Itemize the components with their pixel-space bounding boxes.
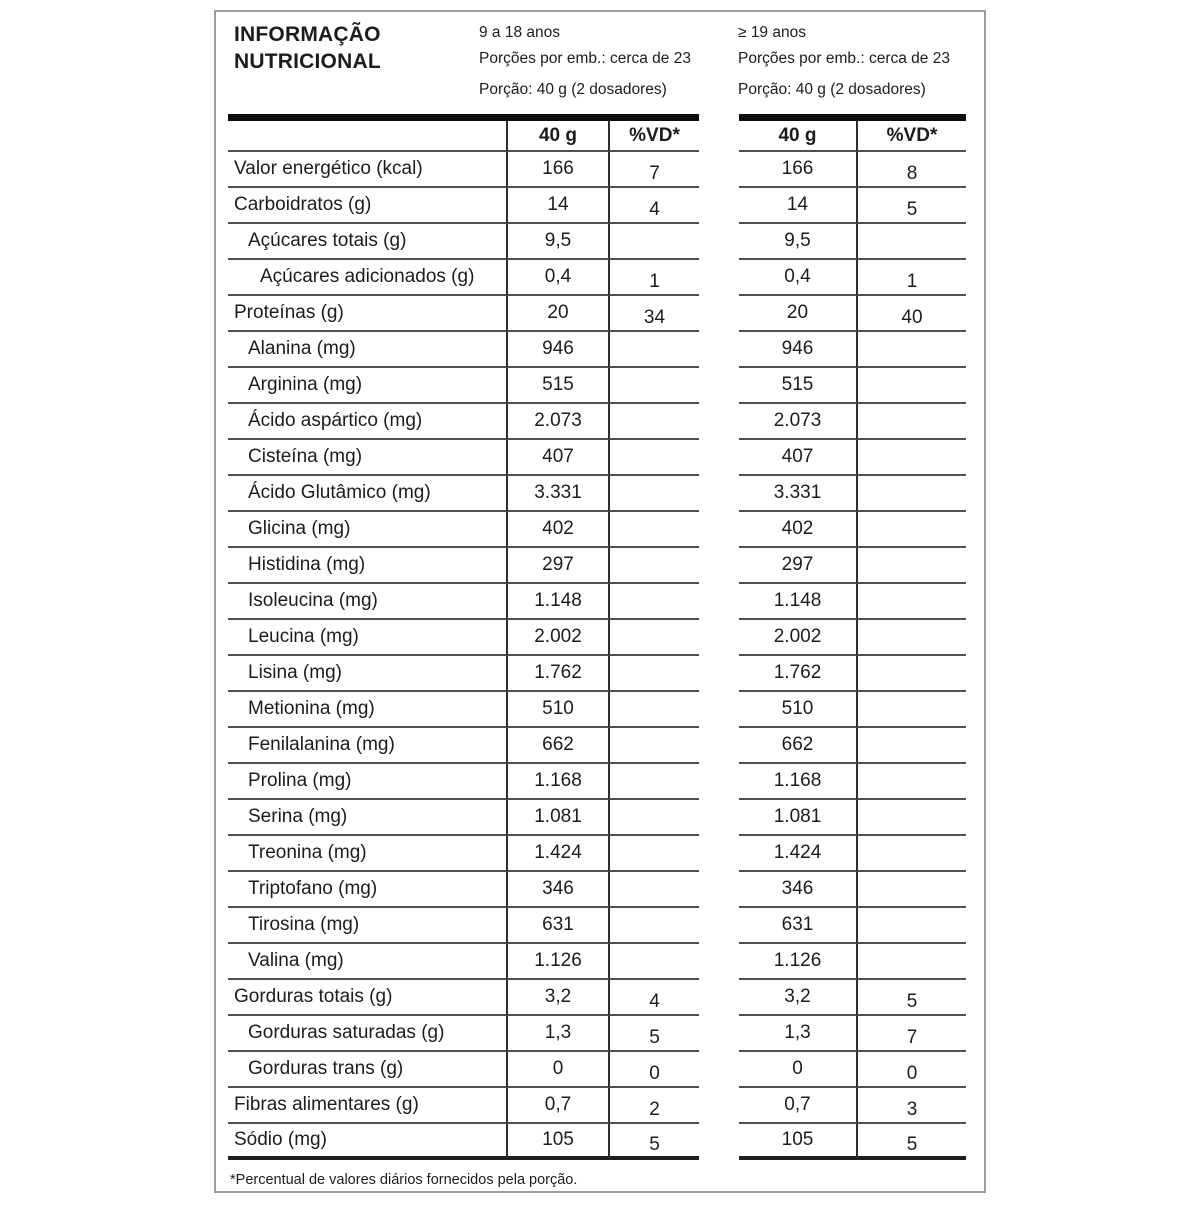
- dv-value-9-18: 5: [608, 1016, 699, 1052]
- dv-value-9-18: 5: [608, 1124, 699, 1160]
- age-range-19plus: ≥ 19 anos: [738, 24, 806, 41]
- dv-value-9-18: [608, 584, 699, 620]
- table-row: [228, 908, 966, 944]
- amount-value-19plus: 407: [739, 440, 856, 476]
- amount-value-9-18: 20: [506, 296, 608, 332]
- label-header: [216, 12, 984, 114]
- nutrient-label: Gorduras trans (g): [228, 1052, 506, 1088]
- table-row: [228, 1052, 966, 1088]
- dv-value-19plus: [856, 872, 966, 908]
- nutrient-label: Ácido Glutâmico (mg): [228, 476, 506, 512]
- column-gap: [699, 872, 739, 908]
- table-row: [228, 260, 966, 296]
- amount-value-19plus: 20: [739, 296, 856, 332]
- dv-value-19plus: [856, 368, 966, 404]
- nutrient-label: Histidina (mg): [228, 548, 506, 584]
- amount-value-19plus: 14: [739, 188, 856, 224]
- column-gap: [699, 584, 739, 620]
- nutrient-label: Triptofano (mg): [228, 872, 506, 908]
- dv-value-19plus: 8: [856, 152, 966, 188]
- nutrient-label: Alanina (mg): [228, 332, 506, 368]
- nutrition-table: [228, 114, 966, 1160]
- dv-value-19plus: [856, 620, 966, 656]
- amount-value-19plus: 0,4: [739, 260, 856, 296]
- column-gap: [699, 548, 739, 584]
- amount-value-19plus: 1.168: [739, 764, 856, 800]
- column-gap: [699, 440, 739, 476]
- amount-value-9-18: 946: [506, 332, 608, 368]
- table-body: [228, 152, 966, 1160]
- dv-value-19plus: [856, 728, 966, 764]
- column-gap: [699, 944, 739, 980]
- nutrient-label: Metionina (mg): [228, 692, 506, 728]
- dv-value-19plus: [856, 584, 966, 620]
- top-bar-left: [228, 114, 699, 121]
- table-row: [228, 728, 966, 764]
- amount-value-9-18: 402: [506, 512, 608, 548]
- amount-value-19plus: 0: [739, 1052, 856, 1088]
- table-row: [228, 188, 966, 224]
- dv-value-9-18: [608, 368, 699, 404]
- dv-value-19plus: 5: [856, 980, 966, 1016]
- nutrient-label: Tirosina (mg): [228, 908, 506, 944]
- amount-value-19plus: 2.073: [739, 404, 856, 440]
- amount-value-9-18: 1.168: [506, 764, 608, 800]
- column-gap: [699, 692, 739, 728]
- dv-value-19plus: [856, 908, 966, 944]
- table-row: [228, 1124, 966, 1160]
- dv-value-19plus: 7: [856, 1016, 966, 1052]
- nutrient-label: Treonina (mg): [228, 836, 506, 872]
- column-gap: [699, 728, 739, 764]
- nutrient-label: Açúcares totais (g): [228, 224, 506, 260]
- label-title-line2: NUTRICIONAL: [234, 49, 381, 73]
- dv-value-19plus: [856, 404, 966, 440]
- nutrient-label: Valor energético (kcal): [228, 152, 506, 188]
- nutrient-label: Fibras alimentares (g): [228, 1088, 506, 1124]
- amount-value-9-18: 1,3: [506, 1016, 608, 1052]
- amount-value-9-18: 510: [506, 692, 608, 728]
- nutrient-label: Ácido aspártico (mg): [228, 404, 506, 440]
- amount-value-9-18: 297: [506, 548, 608, 584]
- table-row: [228, 368, 966, 404]
- nutrient-label: Isoleucina (mg): [228, 584, 506, 620]
- label-title: [234, 22, 381, 76]
- dv-value-9-18: [608, 800, 699, 836]
- nutrient-label: Gorduras totais (g): [228, 980, 506, 1016]
- amount-value-19plus: 3.331: [739, 476, 856, 512]
- amount-value-19plus: 631: [739, 908, 856, 944]
- dv-value-9-18: [608, 512, 699, 548]
- amount-value-19plus: 1.762: [739, 656, 856, 692]
- dv-value-9-18: [608, 908, 699, 944]
- table-top-bar-row: [228, 114, 966, 121]
- dv-value-9-18: 7: [608, 152, 699, 188]
- column-gap: [699, 908, 739, 944]
- amount-value-19plus: 1,3: [739, 1016, 856, 1052]
- dv-value-9-18: 34: [608, 296, 699, 332]
- column-gap: [699, 404, 739, 440]
- table-row: [228, 944, 966, 980]
- amount-value-9-18: 407: [506, 440, 608, 476]
- table-row: [228, 764, 966, 800]
- table-row: [228, 476, 966, 512]
- table-row: [228, 836, 966, 872]
- amount-value-19plus: 1.081: [739, 800, 856, 836]
- nutrient-label: Lisina (mg): [228, 656, 506, 692]
- amount-value-9-18: 2.002: [506, 620, 608, 656]
- servings-19plus: Porções por emb.: cerca de 23: [738, 49, 950, 67]
- nutrient-label: Gorduras saturadas (g): [228, 1016, 506, 1052]
- nutrient-label: Valina (mg): [228, 944, 506, 980]
- nutrient-label: Cisteína (mg): [228, 440, 506, 476]
- amount-value-19plus: 105: [739, 1124, 856, 1160]
- dv-value-19plus: [856, 224, 966, 260]
- amount-value-9-18: 631: [506, 908, 608, 944]
- column-gap: [699, 1016, 739, 1052]
- column-gap: [699, 296, 739, 332]
- table-row: [228, 620, 966, 656]
- dv-value-9-18: [608, 440, 699, 476]
- column-gap: [699, 368, 739, 404]
- dv-value-9-18: 1: [608, 260, 699, 296]
- column-gap: [699, 121, 739, 152]
- table-row: [228, 404, 966, 440]
- servings-9-18: Porções por emb.: cerca de 23: [479, 49, 691, 67]
- amount-value-19plus: 1.126: [739, 944, 856, 980]
- age-group-19plus: [738, 25, 950, 98]
- table-row: [228, 800, 966, 836]
- dv-value-19plus: 5: [856, 1124, 966, 1160]
- amount-value-9-18: 3.331: [506, 476, 608, 512]
- dv-value-19plus: [856, 692, 966, 728]
- dv-value-9-18: [608, 692, 699, 728]
- amount-value-19plus: 510: [739, 692, 856, 728]
- dv-value-19plus: 0: [856, 1052, 966, 1088]
- dv-value-19plus: [856, 836, 966, 872]
- amount-value-9-18: 0: [506, 1052, 608, 1088]
- nutrient-label: Proteínas (g): [228, 296, 506, 332]
- dv-value-19plus: [856, 512, 966, 548]
- amount-value-9-18: 0,4: [506, 260, 608, 296]
- column-header-row: [228, 121, 966, 152]
- age-range-9-18: 9 a 18 anos: [479, 24, 561, 41]
- dv-value-19plus: 5: [856, 188, 966, 224]
- dv-value-19plus: 1: [856, 260, 966, 296]
- nutrient-label: Açúcares adicionados (g): [228, 260, 506, 296]
- nutrient-label: Fenilalanina (mg): [228, 728, 506, 764]
- column-gap: [699, 476, 739, 512]
- dv-value-9-18: [608, 224, 699, 260]
- dv-value-9-18: [608, 332, 699, 368]
- nutrient-label: Glicina (mg): [228, 512, 506, 548]
- dv-value-19plus: [856, 944, 966, 980]
- table-row: [228, 152, 966, 188]
- top-bar-right: [739, 114, 966, 121]
- dv-value-9-18: [608, 944, 699, 980]
- amount-value-19plus: 166: [739, 152, 856, 188]
- amount-value-9-18: 166: [506, 152, 608, 188]
- nutrient-label: Leucina (mg): [228, 620, 506, 656]
- amount-value-9-18: 2.073: [506, 404, 608, 440]
- dv-value-19plus: [856, 476, 966, 512]
- table-row: [228, 548, 966, 584]
- dv-value-9-18: 2: [608, 1088, 699, 1124]
- amount-value-19plus: 2.002: [739, 620, 856, 656]
- column-gap: [699, 620, 739, 656]
- column-gap: [699, 836, 739, 872]
- nutrient-label: Sódio (mg): [228, 1124, 506, 1160]
- amount-value-9-18: 3,2: [506, 980, 608, 1016]
- column-gap: [699, 1088, 739, 1124]
- table-row: [228, 584, 966, 620]
- dv-value-9-18: [608, 476, 699, 512]
- amount-header-19plus: 40 g: [739, 121, 856, 152]
- nutrient-label: Arginina (mg): [228, 368, 506, 404]
- amount-value-19plus: 297: [739, 548, 856, 584]
- dv-value-9-18: 4: [608, 188, 699, 224]
- column-gap: [699, 656, 739, 692]
- empty-header-cell: [228, 121, 506, 152]
- amount-value-9-18: 515: [506, 368, 608, 404]
- amount-value-19plus: 1.424: [739, 836, 856, 872]
- amount-value-19plus: 3,2: [739, 980, 856, 1016]
- nutrient-label: Serina (mg): [228, 800, 506, 836]
- table-row: [228, 1016, 966, 1052]
- dv-value-9-18: 0: [608, 1052, 699, 1088]
- column-gap: [699, 152, 739, 188]
- table-row: [228, 692, 966, 728]
- dv-value-19plus: [856, 440, 966, 476]
- dv-value-9-18: [608, 620, 699, 656]
- amount-value-9-18: 346: [506, 872, 608, 908]
- table-row: [228, 872, 966, 908]
- table-row: [228, 296, 966, 332]
- dv-value-19plus: [856, 656, 966, 692]
- table-row: [228, 1088, 966, 1124]
- dv-header-19plus: %VD*: [856, 121, 966, 152]
- dv-value-9-18: [608, 404, 699, 440]
- amount-value-9-18: 105: [506, 1124, 608, 1160]
- amount-value-9-18: 1.126: [506, 944, 608, 980]
- amount-value-19plus: 402: [739, 512, 856, 548]
- dv-value-9-18: [608, 656, 699, 692]
- column-gap: [699, 800, 739, 836]
- column-gap: [699, 980, 739, 1016]
- dv-value-9-18: [608, 836, 699, 872]
- column-gap: [699, 188, 739, 224]
- dv-value-9-18: 4: [608, 980, 699, 1016]
- column-gap: [699, 224, 739, 260]
- dv-value-9-18: [608, 764, 699, 800]
- table-row: [228, 980, 966, 1016]
- footnote: *Percentual de valores diários fornecidos pela porção.: [230, 1172, 578, 1188]
- dv-value-9-18: [608, 728, 699, 764]
- column-gap: [699, 1052, 739, 1088]
- amount-value-9-18: 1.424: [506, 836, 608, 872]
- amount-value-9-18: 14: [506, 188, 608, 224]
- dv-value-19plus: [856, 548, 966, 584]
- table-row: [228, 440, 966, 476]
- table-row: [228, 332, 966, 368]
- amount-header-9-18: 40 g: [506, 121, 608, 152]
- dv-value-9-18: [608, 872, 699, 908]
- amount-value-19plus: 346: [739, 872, 856, 908]
- amount-value-19plus: 0,7: [739, 1088, 856, 1124]
- amount-value-9-18: 9,5: [506, 224, 608, 260]
- dv-header-9-18: %VD*: [608, 121, 699, 152]
- amount-value-9-18: 1.148: [506, 584, 608, 620]
- dv-value-19plus: [856, 332, 966, 368]
- table-row: [228, 512, 966, 548]
- dv-value-19plus: [856, 764, 966, 800]
- amount-value-9-18: 662: [506, 728, 608, 764]
- amount-value-9-18: 0,7: [506, 1088, 608, 1124]
- column-gap: [699, 332, 739, 368]
- nutrient-label: Carboidratos (g): [228, 188, 506, 224]
- dv-value-19plus: [856, 800, 966, 836]
- amount-value-9-18: 1.762: [506, 656, 608, 692]
- dv-value-19plus: 3: [856, 1088, 966, 1124]
- column-gap: [699, 1124, 739, 1160]
- serving-size-19plus: Porção: 40 g (2 dosadores): [738, 81, 926, 98]
- dv-value-19plus: 40: [856, 296, 966, 332]
- nutrition-label: [214, 10, 986, 1193]
- serving-size-9-18: Porção: 40 g (2 dosadores): [479, 81, 667, 98]
- amount-value-19plus: 662: [739, 728, 856, 764]
- age-group-9-18: [479, 25, 691, 98]
- nutrient-label: Prolina (mg): [228, 764, 506, 800]
- column-gap: [699, 260, 739, 296]
- amount-value-19plus: 946: [739, 332, 856, 368]
- amount-value-19plus: 9,5: [739, 224, 856, 260]
- column-gap: [699, 764, 739, 800]
- amount-value-19plus: 515: [739, 368, 856, 404]
- column-gap: [699, 512, 739, 548]
- dv-value-9-18: [608, 548, 699, 584]
- table-row: [228, 656, 966, 692]
- table-row: [228, 224, 966, 260]
- label-title-line1: INFORMAÇÃO: [234, 23, 381, 46]
- amount-value-19plus: 1.148: [739, 584, 856, 620]
- amount-value-9-18: 1.081: [506, 800, 608, 836]
